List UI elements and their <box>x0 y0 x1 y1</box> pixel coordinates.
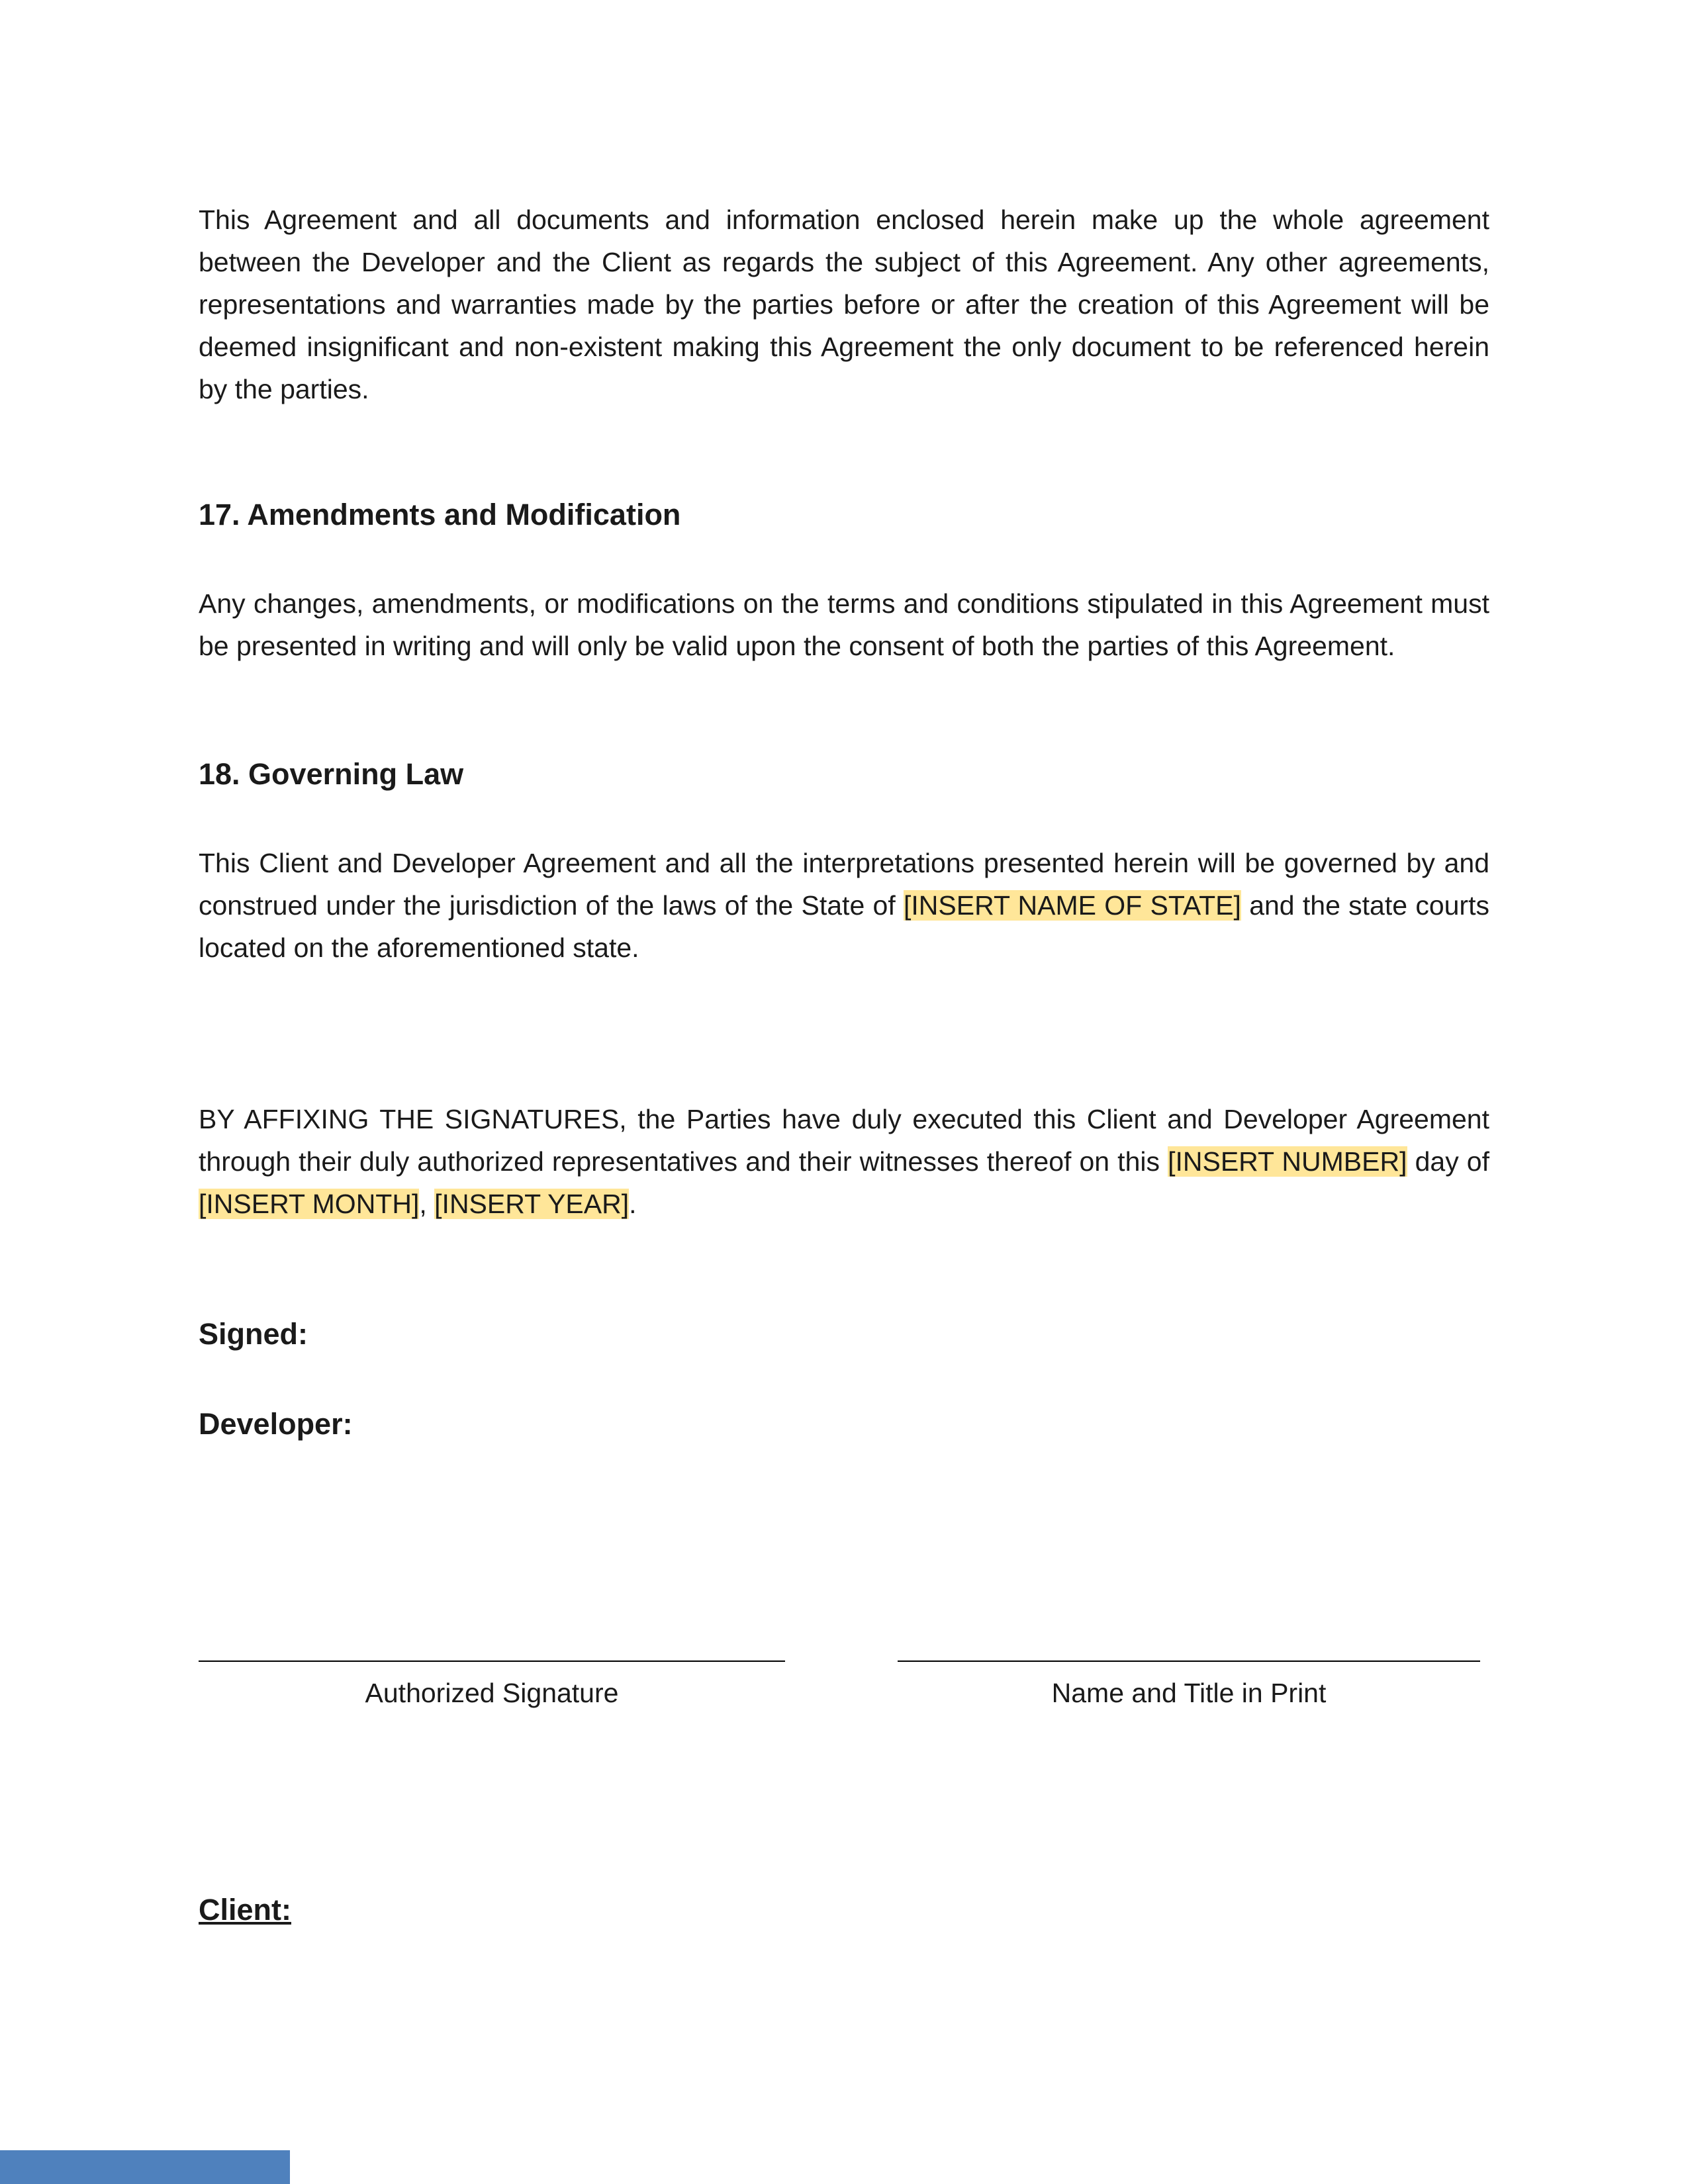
month-placeholder: [INSERT MONTH] <box>199 1189 420 1219</box>
authorized-signature-caption: Authorized Signature <box>365 1678 619 1708</box>
execution-text-before: BY AFFIXING THE SIGNATURES, the Parties have duly executed this Client and Developer Agreement through their duly authorized representatives and their witnesses thereof on this <box>199 1104 1489 1177</box>
footer-accent-bar <box>0 2150 290 2184</box>
number-placeholder: [INSERT NUMBER] <box>1168 1146 1407 1177</box>
developer-label: Developer: <box>199 1407 353 1441</box>
name-title-line <box>898 1661 1480 1662</box>
name-title-caption: Name and Title in Print <box>1051 1678 1327 1708</box>
section-18-body-before: This Client and Developer Agreement and all the interpretations presented herein will be governed by and construed under the jurisdiction of the laws of the State of <box>199 848 1489 921</box>
intro-paragraph: This Agreement and all documents and information enclosed herein make up the whole agreement between the Developer and the Client as regards the subject of this Agreement. Any other agreements, representations and warranties made by the parties before or after the creation of this Agreement will be deemed insignificant and non-existent making this Agreement the only document to be referenced herein by the parties. <box>199 205 1489 404</box>
year-placeholder: [INSERT YEAR] <box>434 1189 630 1219</box>
authorized-signature-line <box>199 1661 785 1662</box>
section-18-body <box>199 842 1489 969</box>
execution-text-day-of: day of <box>1407 1146 1489 1177</box>
execution-paragraph <box>199 1098 1489 1225</box>
section-17-body: Any changes, amendments, or modifications on the terms and conditions stipulated in this Agreement must be presented in writing and will only be valid upon the consent of both the parties of this Agreement. <box>199 588 1489 661</box>
state-placeholder: [INSERT NAME OF STATE] <box>904 890 1241 921</box>
section-18-heading: 18. Governing Law <box>199 757 464 791</box>
execution-text-comma: , <box>419 1189 435 1219</box>
section-17-heading: 17. Amendments and Modification <box>199 498 681 531</box>
signed-label: Signed: <box>199 1317 308 1351</box>
section-18-body-after: and the state courts located on the aforementioned state. <box>199 890 1489 963</box>
client-label: Client: <box>199 1893 291 1927</box>
execution-text-end: . <box>629 1189 637 1219</box>
